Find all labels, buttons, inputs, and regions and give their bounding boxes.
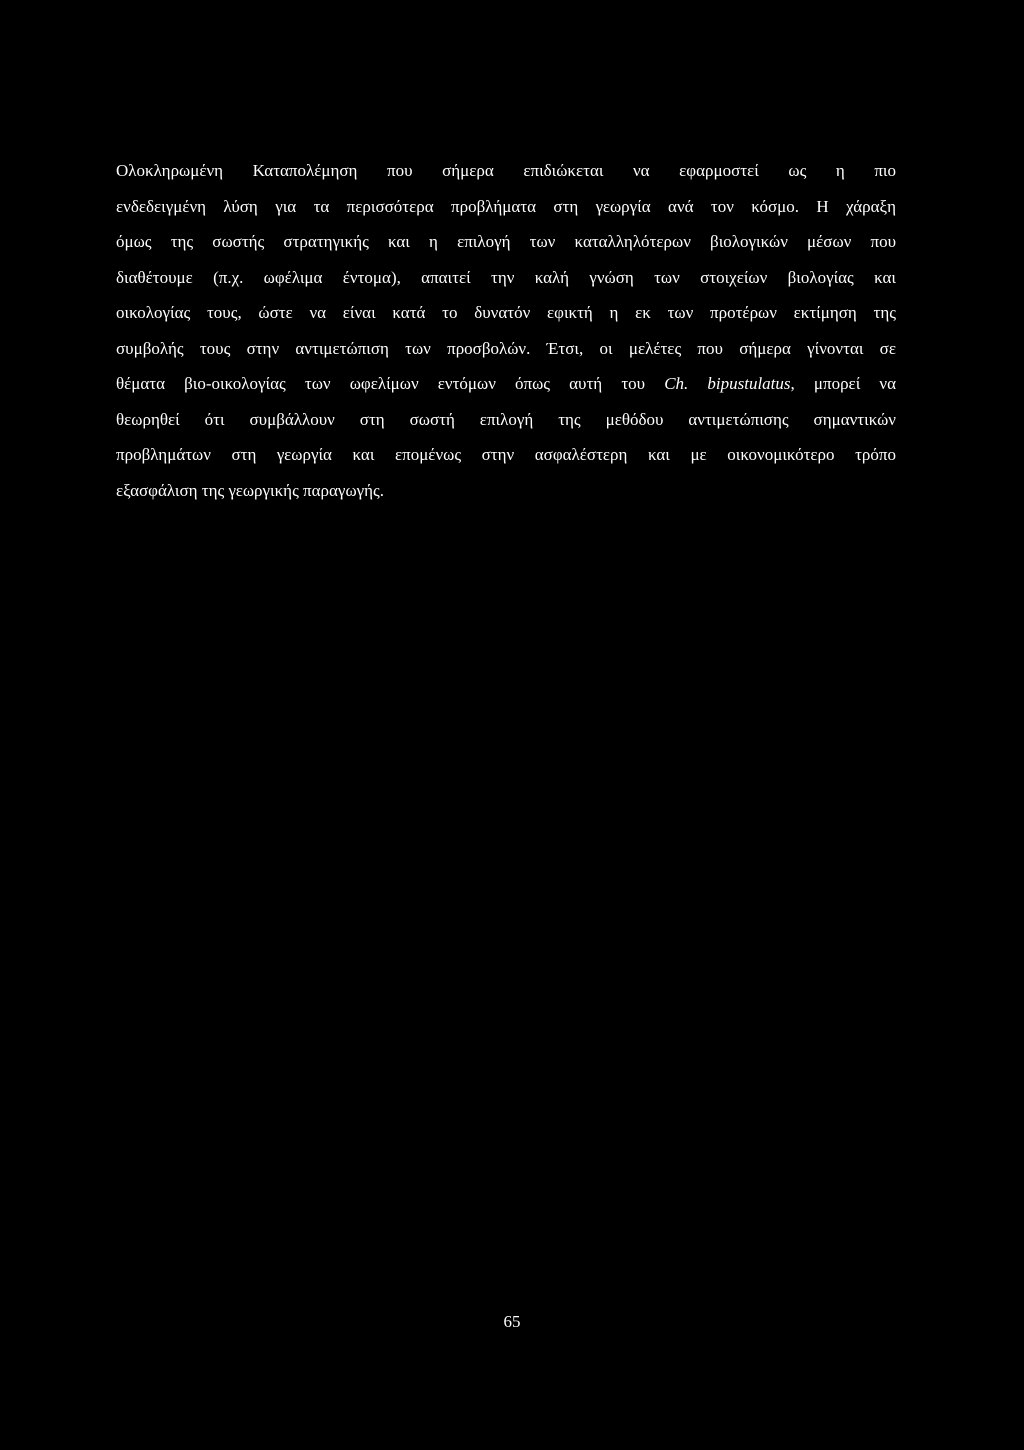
paragraph-line-8: θεωρηθεί ότι συμβάλλουν στη σωστή επιλογή της μεθόδου αντιμετώπισης σημαντικών bbox=[116, 409, 896, 429]
paragraph-line-9: προβλημάτων στη γεωργία και επομένως στην ασφαλέστερη και με οικονομικότερο τρόπο bbox=[116, 445, 896, 464]
species-name: Ch. bipustulatus bbox=[664, 374, 791, 393]
paragraph-line-2: ενδεδειγμένη λύση για τα περισσότερα προβλήματα στη γεωργία ανά τον κόσμο. Η χάραξη bbox=[116, 196, 896, 216]
line-7-text-before: θέματα βιο-οικολογίας των ωφελίμων εντόμων όπως αυτή του bbox=[116, 374, 665, 393]
paragraph-line-6: συμβολής τους στην αντιμετώπιση των προσβολών. Έτσι, οι μελέτες που σήμερα γίνονται σε bbox=[116, 338, 896, 358]
paragraph-line-5: οικολογίας τους, ώστε να είναι κατά το δυνατόν εφικτή η εκ των προτέρων εκτίμηση της bbox=[116, 303, 896, 322]
page-number: 65 bbox=[503, 1312, 521, 1331]
line-7-text-after: , μπορεί να bbox=[790, 374, 896, 393]
paragraph-line-7 bbox=[116, 366, 896, 402]
paragraph-line-10: εξασφάλιση της γεωργικής παραγωγής. bbox=[116, 480, 385, 500]
body-paragraph bbox=[116, 153, 896, 508]
paragraph-line-4: διαθέτουμε (π.χ. ωφέλιμα έντομα), απαιτεί την καλή γνώση των στοιχείων βιολογίας και bbox=[116, 267, 896, 287]
paragraph-line-3: όμως της σωστής στρατηγικής και η επιλογή των καταλληλότερων βιολογικών μέσων που bbox=[116, 232, 896, 251]
paragraph-line-1: Ολοκληρωμένη Καταπολέμηση που σήμερα επιδιώκεται να εφαρμοστεί ως η πιο bbox=[116, 161, 896, 180]
